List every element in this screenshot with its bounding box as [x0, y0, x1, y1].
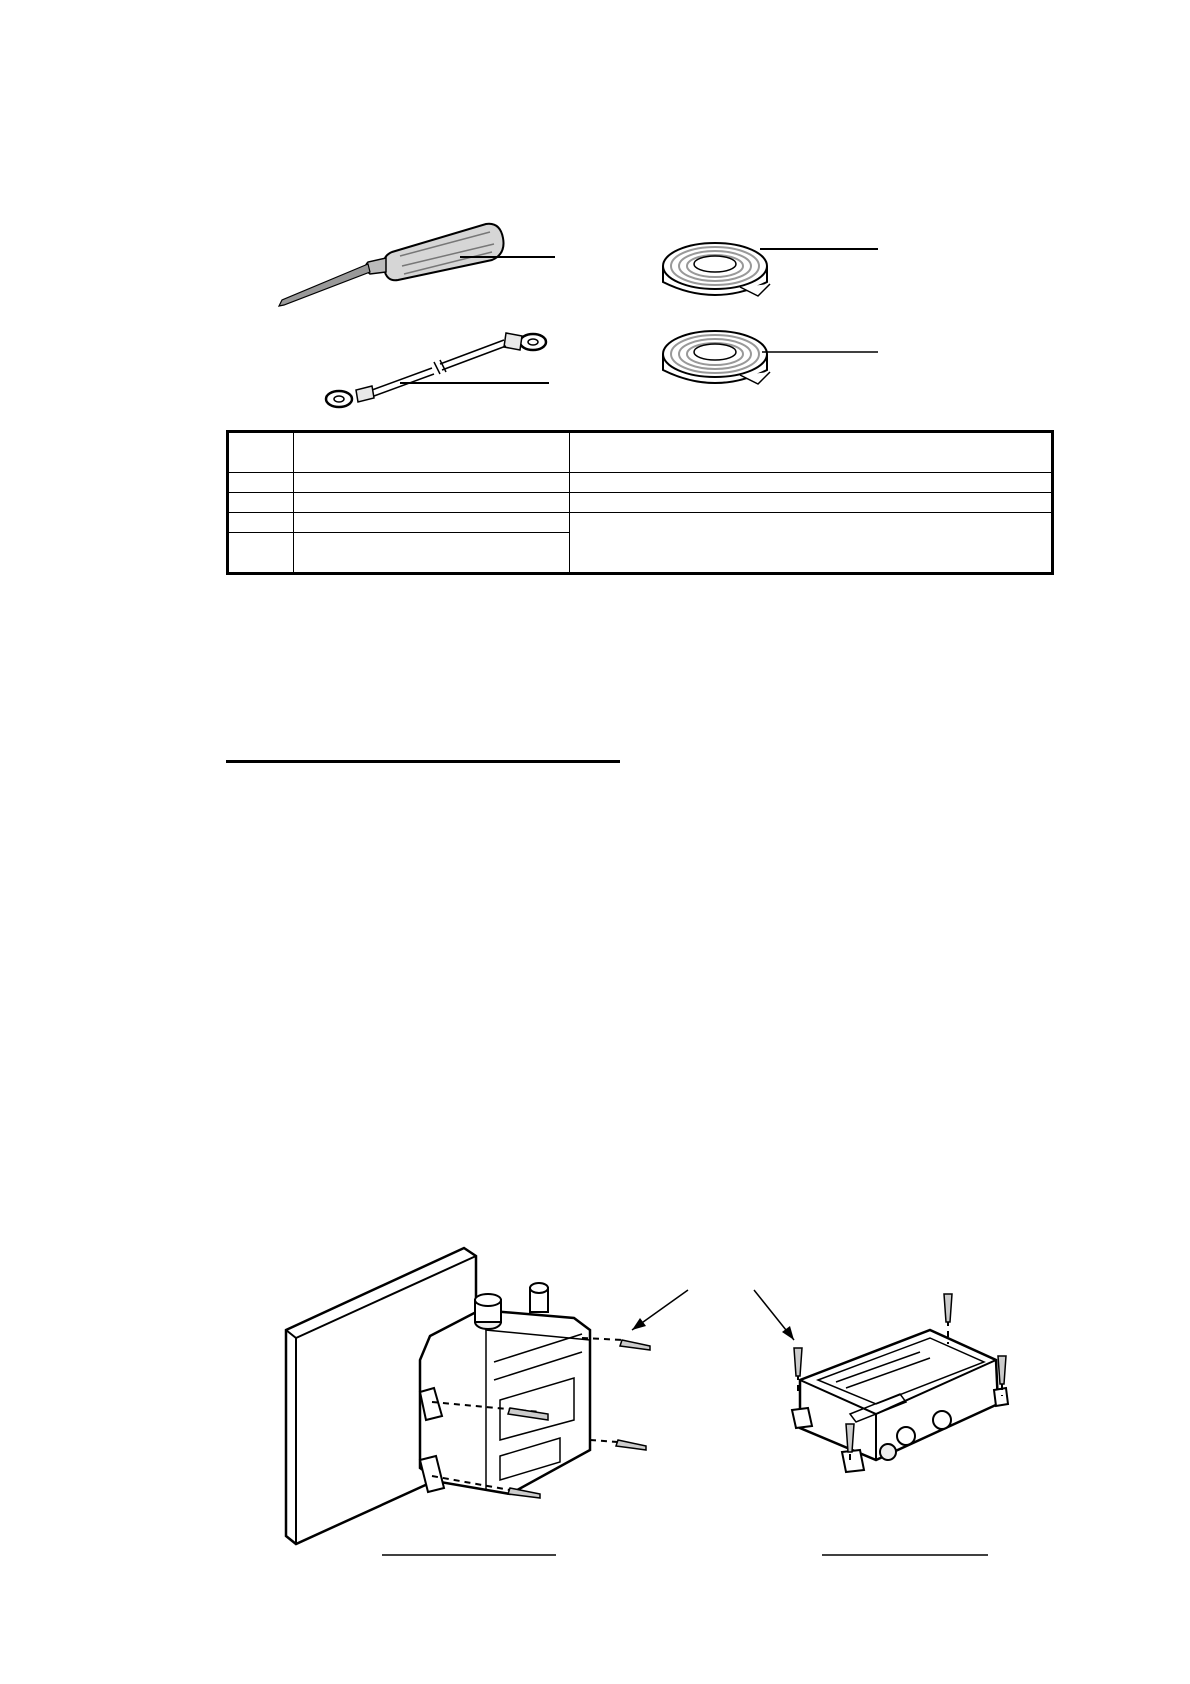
tape-roll-icon	[663, 331, 878, 384]
earth-cable-icon	[326, 333, 549, 407]
section-heading	[226, 730, 620, 760]
table-cell-name	[294, 492, 570, 512]
table-cell-remarks	[570, 513, 1053, 574]
table-cell-remarks	[570, 492, 1053, 512]
table-cell-no	[228, 432, 294, 473]
desktop-mount-icon	[754, 1290, 1008, 1555]
table-cell-remarks	[570, 432, 1053, 473]
table-cell-name	[294, 432, 570, 473]
parts-table	[226, 430, 1054, 575]
table-cell-no	[228, 492, 294, 512]
table-row	[228, 472, 1053, 492]
section-heading-rule	[226, 760, 620, 763]
table-cell-name	[294, 472, 570, 492]
table-cell-no	[228, 472, 294, 492]
table-row	[228, 432, 1053, 473]
table-row	[228, 513, 1053, 533]
wall-mount-icon	[286, 1248, 688, 1555]
table-row	[228, 492, 1053, 512]
table-cell-remarks	[570, 472, 1053, 492]
tape-roll-icon	[663, 243, 878, 296]
screwdriver-icon	[279, 224, 555, 306]
table-cell-no	[228, 533, 294, 574]
table-cell-name	[294, 513, 570, 533]
table-cell-name	[294, 533, 570, 574]
table-cell-no	[228, 513, 294, 533]
